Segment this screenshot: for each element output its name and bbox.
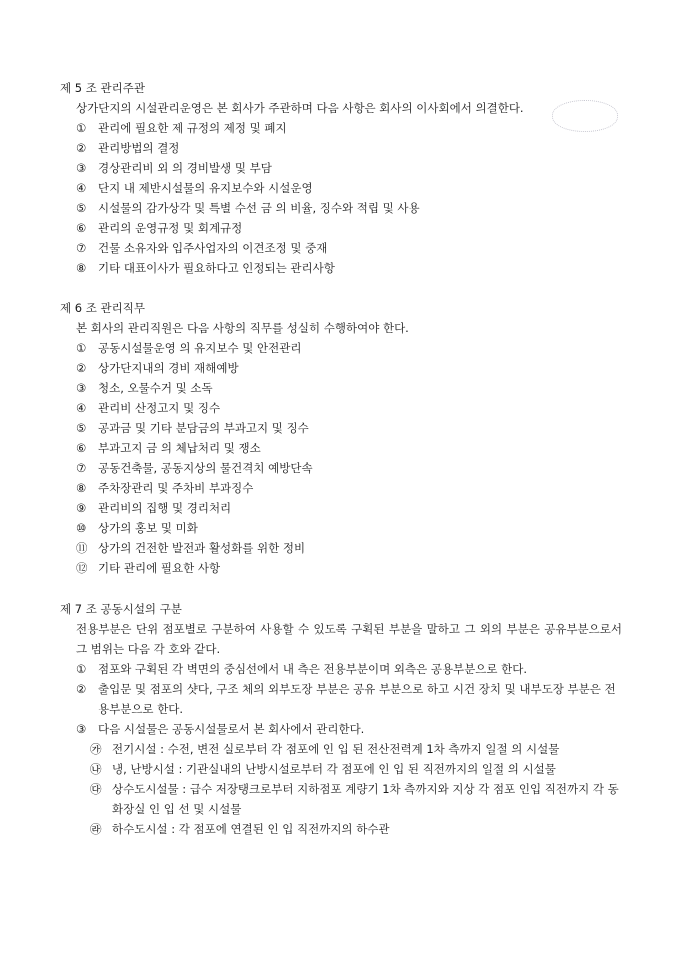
item-number: ⑫: [76, 561, 88, 575]
sub-list-item: [90, 779, 630, 819]
item-text: 관리에 필요한 제 규정의 제정 및 폐지: [98, 121, 287, 135]
list-item: [76, 158, 630, 178]
item-text: 건물 소유자와 입주사업자의 이견조정 및 중재: [98, 241, 328, 255]
list-item: [76, 418, 630, 438]
article-7-sublist: [60, 739, 630, 839]
article-7-title: 제 7 조 공동시설의 구분: [60, 602, 182, 616]
list-item: [76, 118, 630, 138]
item-number: ⑪: [76, 541, 88, 555]
sub-item-marker: ㉯: [90, 762, 102, 776]
item-number: ⑥: [76, 221, 87, 235]
item-text: 다음 시설물은 공동시설물로서 본 회사에서 관리한다.: [98, 722, 365, 736]
item-text: 관리방법의 결정: [98, 141, 180, 155]
item-text: 단지 내 제반시설물의 유지보수와 시설운영: [98, 181, 313, 195]
item-number: ⑤: [76, 421, 87, 435]
sub-list-item: [90, 739, 630, 759]
article-6-title: 제 6 조 관리직무: [60, 301, 145, 315]
item-text: 시설물의 감가상각 및 특별 수선 금 의 비율, 징수와 적립 및 사용: [98, 201, 420, 215]
item-number: ①: [76, 341, 87, 355]
list-item: [76, 458, 630, 478]
list-item: [76, 438, 630, 458]
item-text: 공동건축물, 공동지상의 물건격치 예방단속: [98, 461, 313, 475]
list-item: [76, 378, 630, 398]
item-text: 기타 대표이사가 필요하다고 인정되는 관리사항: [98, 261, 335, 275]
list-item: [76, 719, 630, 739]
article-7: [60, 599, 630, 839]
list-item: [76, 258, 630, 278]
article-5: [60, 78, 630, 278]
sub-list-item: [90, 819, 630, 839]
item-number: ⑧: [76, 261, 87, 275]
item-text: 부과고지 금 의 체납처리 및 쟁소: [98, 441, 261, 455]
item-number: ①: [76, 121, 87, 135]
item-number: ①: [76, 662, 87, 676]
sub-item-text: 상수도시설물 : 급수 저장탱크로부터 지하점포 계량기 1차 측까지와 지상 각 점포 인입 직전까지 각 동 화장실 인 입 선 및 시설물: [112, 782, 619, 816]
article-6: [60, 298, 630, 578]
list-item: [76, 238, 630, 258]
item-text: 상가의 홍보 및 미화: [98, 521, 198, 535]
sub-item-text: 냉, 난방시설 : 기관실내의 난방시설로부터 각 점포에 인 입 된 직전까지의 일절 의 시설물: [112, 762, 556, 776]
list-item: [76, 358, 630, 378]
sub-item-marker: ㉮: [90, 742, 102, 756]
list-item: [76, 178, 630, 198]
item-number: ⑩: [76, 521, 87, 535]
item-text: 공동시설물운영 의 유지보수 및 안전관리: [98, 341, 302, 355]
item-number: ⑧: [76, 481, 87, 495]
list-item: [76, 558, 630, 578]
item-text: 관리비 산정고지 및 징수: [98, 401, 221, 415]
sub-list-item: [90, 759, 630, 779]
article-7-intro: 전용부분은 단위 점포별로 구분하여 사용할 수 있도록 구획된 부분을 말하고 그 외의 부분은 공유부분으로서 그 범위는 다음 각 호와 같다.: [76, 622, 622, 656]
item-number: ⑨: [76, 501, 87, 515]
item-number: ⑤: [76, 201, 87, 215]
item-text: 점포와 구획된 각 벽면의 중심선에서 내 측은 전용부분이며 외측은 공용부분으로 한다.: [98, 662, 528, 676]
item-text: 상가의 건전한 발전과 활성화를 위한 정비: [98, 541, 306, 555]
article-5-list: [60, 118, 630, 278]
item-number: ②: [76, 361, 87, 375]
list-item: [76, 218, 630, 238]
item-text: 청소, 오물수거 및 소독: [98, 381, 213, 395]
item-text: 출입문 및 점포의 샷다, 구조 체의 외부도장 부분은 공유 부분으로 하고 시건 장치 및 내부도장 부분은 전용부분으로 한다.: [98, 682, 616, 716]
item-text: 상가단지내의 경비 재해예방: [98, 361, 239, 375]
article-6-intro: 본 회사의 관리직원은 다음 사항의 직무를 성실히 수행하여야 한다.: [76, 321, 409, 335]
item-number: ⑦: [76, 461, 87, 475]
item-text: 관리의 운영규정 및 회계규정: [98, 221, 243, 235]
faint-seal-mark: [552, 100, 618, 132]
list-item: [76, 338, 630, 358]
sub-item-text: 하수도시설 : 각 점포에 연결된 인 입 직전까지의 하수관: [112, 822, 390, 836]
list-item: [76, 659, 630, 679]
list-item: [76, 498, 630, 518]
item-number: ③: [76, 161, 87, 175]
article-6-list: [60, 338, 630, 578]
list-item: [76, 138, 630, 158]
item-text: 기타 관리에 필요한 사항: [98, 561, 221, 575]
item-text: 주차장관리 및 주차비 부과징수: [98, 481, 254, 495]
list-item: [76, 538, 630, 558]
list-item: [76, 679, 630, 719]
item-number: ③: [76, 381, 87, 395]
article-5-title: 제 5 조 관리주관: [60, 81, 145, 95]
item-number: ②: [76, 141, 87, 155]
item-number: ④: [76, 401, 87, 415]
sub-item-marker: ㉱: [90, 822, 102, 836]
sub-item-text: 전기시설 : 수전, 변전 실로부터 각 점포에 인 입 된 전산전력계 1차 측까지 일절 의 시설물: [112, 742, 560, 756]
item-text: 관리비의 집행 및 경리처리: [98, 501, 232, 515]
article-7-list: [60, 659, 630, 739]
item-number: ②: [76, 682, 87, 696]
sub-item-marker: ㉰: [90, 782, 102, 796]
list-item: [76, 398, 630, 418]
item-text: 경상관리비 외 의 경비발생 및 부담: [98, 161, 272, 175]
list-item: [76, 518, 630, 538]
item-number: ⑦: [76, 241, 87, 255]
list-item: [76, 478, 630, 498]
item-number: ④: [76, 181, 87, 195]
article-5-intro: 상가단지의 시설관리운영은 본 회사가 주관하며 다음 사항은 회사의 이사회에서 의결한다.: [76, 101, 524, 115]
item-number: ⑥: [76, 441, 87, 455]
item-number: ③: [76, 722, 87, 736]
item-text: 공과금 및 기타 분담금의 부과고지 및 징수: [98, 421, 309, 435]
list-item: [76, 198, 630, 218]
